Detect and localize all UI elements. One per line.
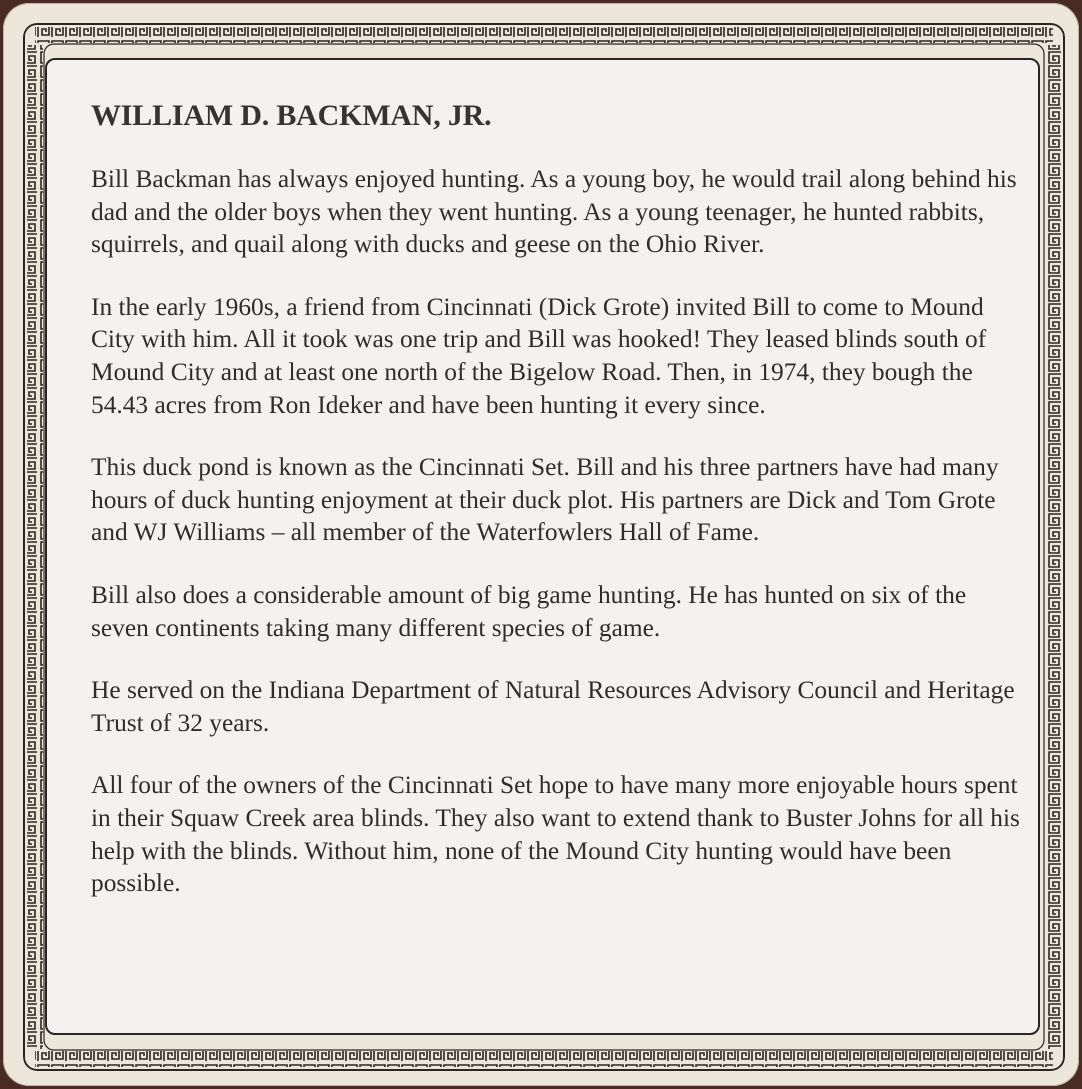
text-panel xyxy=(45,58,1040,1035)
document-title: WILLIAM D. BACKMAN, JR. xyxy=(91,99,492,132)
paragraph-1: Bill Backman has always enjoyed hunting. As a young boy, he would trail along behind his dad and the older boys when they went hunting. As a young teenager, he hunted rabbits, squirrels, and quail along with ducks and geese on the Ohio River. xyxy=(91,165,1017,259)
biography xyxy=(91,96,1021,930)
plaque xyxy=(3,3,1079,1086)
paragraph-6: All four of the owners of the Cincinnati Set hope to have many more enjoyable hours spent in their Squaw Creek area blinds. They also want to extend thank to Buster Johns for all his help with the blinds. Without him, none of the Mound City hunting would have been possible. xyxy=(91,771,1020,898)
paragraph-3: This duck pond is known as the Cincinnati Set. Bill and his three partners have had many hours of duck hunting enjoyment at their duck plot. His partners are Dick and Tom Grote and WJ Williams – all member of the Waterfowlers Hall of Fame. xyxy=(91,453,999,547)
paragraph-2: In the early 1960s, a friend from Cincinnati (Dick Grote) invited Bill to come to Mound City with him. All it took was one trip and Bill was hooked! They leased blinds south of Mound City and at least one north of the Bigelow Road. Then, in 1974, they bough the 54.43 acres from Ron Ideker and have been hunting it every since. xyxy=(91,292,987,419)
paragraph-5: He served on the Indiana Department of Natural Resources Advisory Council and Heritage Trust of 32 years. xyxy=(91,676,1015,737)
paragraph-4: Bill also does a considerable amount of big game hunting. He has hunted on six of the seven continents taking many different species of game. xyxy=(91,580,967,642)
